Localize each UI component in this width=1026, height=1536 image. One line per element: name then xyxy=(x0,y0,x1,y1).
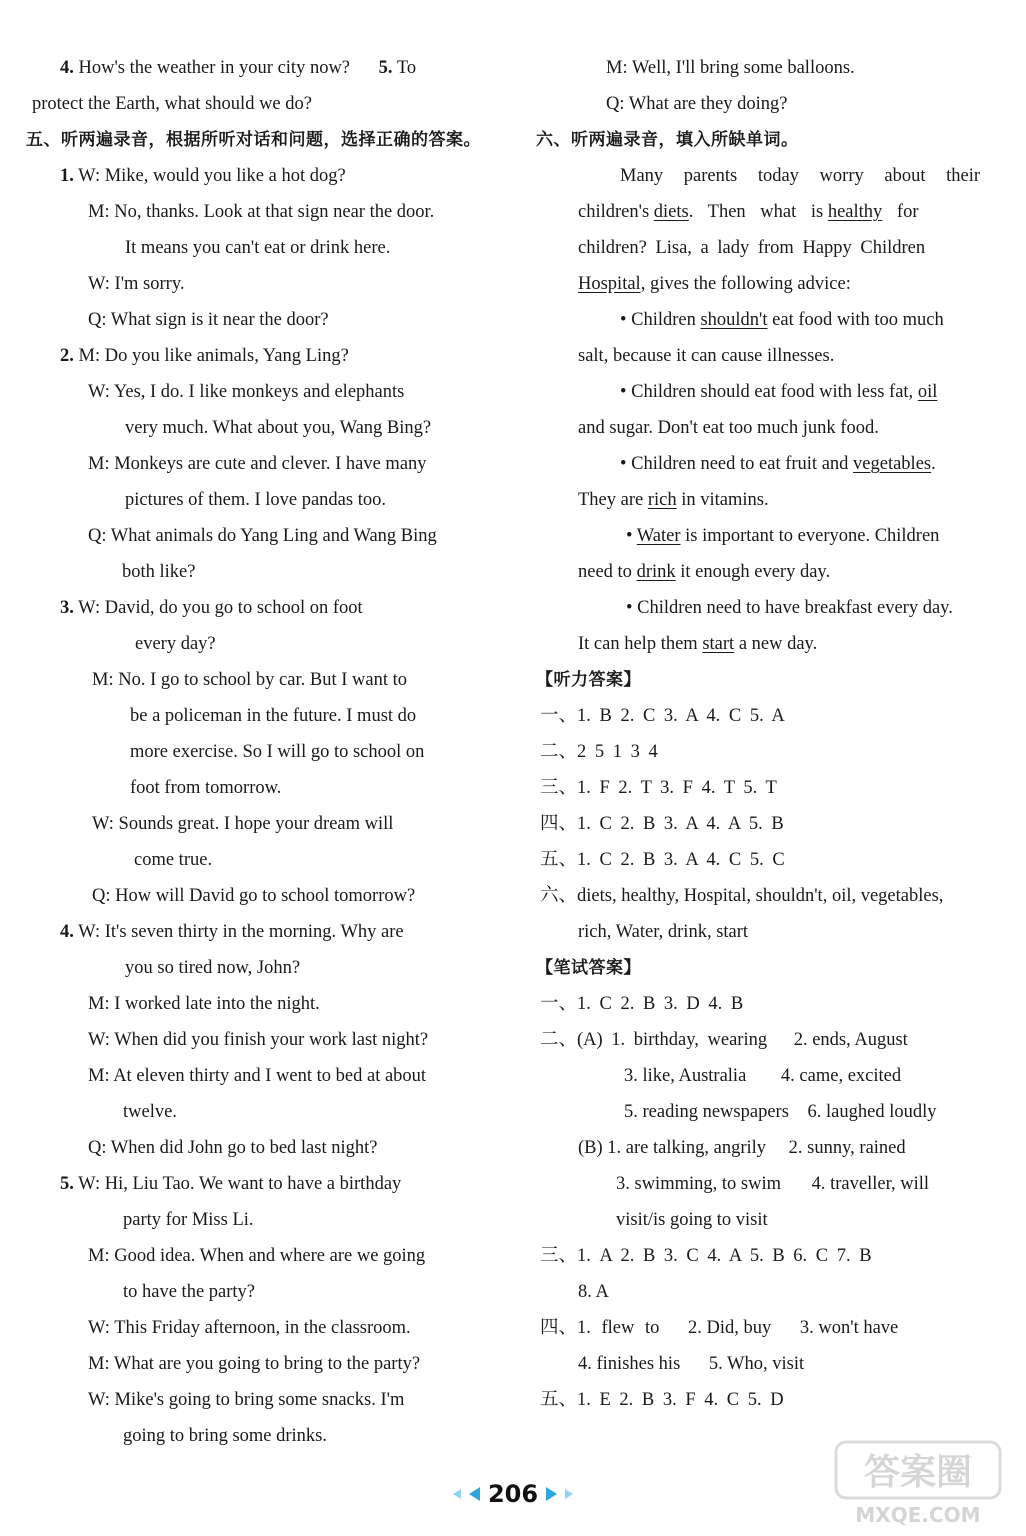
answer-text: 2. ends, August xyxy=(793,1030,908,1050)
dialogue-line: W: When did you finish your work last night? xyxy=(88,1030,429,1050)
answer-blank: rich xyxy=(647,490,677,510)
answer-blank: healthy xyxy=(827,202,883,222)
passage-text: They are xyxy=(578,490,644,510)
watermark-logo xyxy=(828,1432,1008,1532)
answer-line: 五、1. C 2. B 3. A 4. C 5. C xyxy=(540,850,785,870)
passage-text: a new day. xyxy=(738,634,818,654)
dialogue-line: It means you can't eat or drink here. xyxy=(125,238,391,258)
answer-line xyxy=(540,1346,1020,1382)
listening-answers-heading: 【听力答案】 xyxy=(536,670,641,690)
answer-blank: start xyxy=(702,634,735,654)
question-5-text-start: To xyxy=(396,58,417,78)
dialogue-line: foot from tomorrow. xyxy=(130,778,282,798)
dialogue-text: W: David, do you go to school on foot xyxy=(78,598,363,618)
dialogue-line: every day? xyxy=(135,634,216,654)
dialogue-line: W: This Friday afternoon, in the classroom. xyxy=(88,1318,411,1338)
section-5-heading: 五、听两遍录音，根据所听对话和问题，选择正确的答案。 xyxy=(26,130,481,150)
dialogue-line xyxy=(30,590,505,626)
dialogue-text: W: Hi, Liu Tao. We want to have a birthday xyxy=(78,1174,402,1194)
dialogue-line: M: No. I go to school by car. But I want to xyxy=(92,670,407,690)
answer-text: 4. traveller, will xyxy=(811,1174,930,1194)
answer-line: 三、1. A 2. B 3. C 4. A 5. B 6. C 7. B xyxy=(540,1246,872,1266)
answer-line: 8. A xyxy=(578,1282,609,1302)
answer-text: 5. Who, visit xyxy=(708,1354,805,1374)
dialogue-line: M: At eleven thirty and I went to bed at about xyxy=(88,1066,427,1086)
dialogue-line: twelve. xyxy=(123,1102,177,1122)
answer-line: visit/is going to visit xyxy=(616,1210,768,1230)
answer-blank: Hospital xyxy=(578,274,641,294)
passage-line xyxy=(540,158,1020,194)
passage-text: • Children xyxy=(620,310,696,330)
passage-text: . Then what is xyxy=(688,202,824,222)
dialogue-line: W: Mike's going to bring some snacks. I'm xyxy=(88,1390,405,1410)
answer-text: 4. came, excited xyxy=(780,1066,902,1086)
passage-text: in vitamins. xyxy=(681,490,769,510)
dialogue-line: be a policeman in the future. I must do xyxy=(130,706,417,726)
answer-line xyxy=(540,1130,1020,1166)
answer-text: 四、1. flew to xyxy=(540,1318,660,1338)
dialogue-line: W: Yes, I do. I like monkeys and elephants xyxy=(88,382,405,402)
passage-line xyxy=(540,266,1020,302)
passage-line xyxy=(540,626,1020,662)
dialogue-line: you so tired now, John? xyxy=(125,958,301,978)
answer-line: 一、1. C 2. B 3. D 4. B xyxy=(540,994,744,1014)
answer-blank: shouldn't xyxy=(700,310,768,330)
prev-arrow-icon xyxy=(469,1487,480,1501)
answer-blank: drink xyxy=(636,562,676,582)
answer-line: 五、1. E 2. B 3. F 4. C 5. D xyxy=(540,1390,784,1410)
dialogue-3 xyxy=(30,590,505,914)
passage xyxy=(540,158,1020,662)
passage-text: Many parents today worry about their xyxy=(620,166,980,186)
answer-blank: Water xyxy=(636,526,681,546)
answer-text: 2. sunny, rained xyxy=(788,1138,906,1158)
listening-answers xyxy=(540,698,1020,950)
dialogue-line xyxy=(30,338,505,374)
passage-line xyxy=(540,374,1020,410)
passage-text: eat food with too much xyxy=(772,310,944,330)
dialogue-text: W: Mike, would you like a hot dog? xyxy=(78,166,346,186)
dialogue-text: W: It's seven thirty in the morning. Why are xyxy=(78,922,404,942)
item-number: 2. xyxy=(60,346,74,366)
item-number: 1. xyxy=(60,166,74,186)
dialogue-2 xyxy=(30,338,505,590)
answer-text: 3. like, Australia xyxy=(624,1066,747,1086)
passage-text: • Children should eat food with less fat, xyxy=(620,382,914,402)
dialogue-line: very much. What about you, Wang Bing? xyxy=(125,418,432,438)
next-arrow-icon xyxy=(546,1487,557,1501)
passage-line xyxy=(540,194,1020,230)
dialogue-line: W: Sounds great. I hope your dream will xyxy=(92,814,394,834)
dialogue-line: more exercise. So I will go to school on xyxy=(130,742,425,762)
item-number-5: 5. xyxy=(378,58,393,78)
passage-text: need to xyxy=(578,562,632,582)
left-column xyxy=(26,50,505,1454)
dialogue-line: M: Monkeys are cute and clever. I have many xyxy=(88,454,427,474)
passage-line xyxy=(540,446,1020,482)
answer-text: 5. reading newspapers xyxy=(624,1102,789,1122)
passage-text: is important to everyone. Children xyxy=(685,526,940,546)
dialogue-text: M: Do you like animals, Yang Ling? xyxy=(78,346,349,366)
dialogue-line: M: What are you going to bring to the party? xyxy=(88,1354,421,1374)
item-number: 5. xyxy=(60,1174,74,1194)
written-answers xyxy=(540,986,1020,1418)
answer-line: 一、1. B 2. C 3. A 4. C 5. A xyxy=(540,706,785,726)
item-number: 4. xyxy=(60,922,74,942)
dialogue-1 xyxy=(30,158,505,338)
passage-text: It can help them xyxy=(578,634,698,654)
question-line: Q: What animals do Yang Ling and Wang Bing xyxy=(88,526,437,546)
dialogue-line: going to bring some drinks. xyxy=(123,1426,328,1446)
answer-line: 三、1. F 2. T 3. F 4. T 5. T xyxy=(540,778,777,798)
question-line: Q: When did John go to bed last night? xyxy=(88,1138,378,1158)
passage-text: it enough every day. xyxy=(680,562,831,582)
passage-line: children? Lisa, a lady from Happy Children xyxy=(578,238,926,258)
passage-line: • Children need to have breakfast every day. xyxy=(626,598,953,618)
answer-line: 四、1. C 2. B 3. A 4. A 5. B xyxy=(540,814,784,834)
prev-arrow-small-icon xyxy=(453,1489,461,1499)
dialogue-5 xyxy=(30,1166,505,1454)
passage-line: and sugar. Don't eat too much junk food. xyxy=(578,418,879,438)
answer-blank: diets xyxy=(653,202,689,222)
dialogue-line: M: Good idea. When and where are we going xyxy=(88,1246,426,1266)
dialogue-line: M: Well, I'll bring some balloons. xyxy=(606,58,855,78)
passage-line xyxy=(540,554,1020,590)
question-5-text-end: protect the Earth, what should we do? xyxy=(32,94,312,114)
answer-text: 3. won't have xyxy=(799,1318,899,1338)
answer-line xyxy=(540,1166,1020,1202)
answer-line xyxy=(540,1022,1020,1058)
answer-text: 3. swimming, to swim xyxy=(616,1174,781,1194)
item-number: 3. xyxy=(60,598,74,618)
passage-line xyxy=(540,302,1020,338)
passage-text: • xyxy=(626,526,633,546)
dialogue-line xyxy=(30,1166,505,1202)
dialogue-line: party for Miss Li. xyxy=(123,1210,254,1230)
answer-blank: vegetables xyxy=(853,454,932,474)
answer-line: 六、diets, healthy, Hospital, shouldn't, oil, vegetables, xyxy=(540,886,944,906)
right-column xyxy=(536,50,1020,1418)
section-6-heading: 六、听两遍录音，填入所缺单词。 xyxy=(536,130,799,150)
passage-line: salt, because it can cause illnesses. xyxy=(578,346,835,366)
page-number: 206 xyxy=(487,1480,539,1508)
answer-text: 4. finishes his xyxy=(578,1354,681,1374)
dialogue-4 xyxy=(30,914,505,1166)
passage-text: . xyxy=(931,454,936,474)
dialogue-line: M: No, thanks. Look at that sign near the door. xyxy=(88,202,435,222)
dialogue-line: W: I'm sorry. xyxy=(88,274,185,294)
line-question-4-5 xyxy=(30,50,505,86)
question-line: Q: What sign is it near the door? xyxy=(88,310,329,330)
question-line: Q: What are they doing? xyxy=(606,94,788,114)
passage-text: , gives the following advice: xyxy=(640,274,851,294)
dialogue-line: to have the party? xyxy=(123,1282,256,1302)
passage-text: for xyxy=(896,202,919,222)
passage-line xyxy=(540,482,1020,518)
watermark-top-text: 答案圈 xyxy=(863,1452,973,1493)
answer-text: 6. laughed loudly xyxy=(807,1102,937,1122)
passage-text: • Children need to eat fruit and xyxy=(620,454,849,474)
dialogue-line: come true. xyxy=(134,850,213,870)
passage-line xyxy=(540,518,1020,554)
answer-line: 二、2 5 1 3 4 xyxy=(540,742,658,762)
watermark-bottom-text: MXQE.COM xyxy=(855,1503,981,1527)
question-line: both like? xyxy=(122,562,196,582)
item-number-4: 4. xyxy=(60,58,74,78)
answer-text: 2. Did, buy xyxy=(688,1318,772,1338)
answer-line xyxy=(540,1058,1020,1094)
question-line: Q: How will David go to school tomorrow? xyxy=(92,886,416,906)
next-arrow-small-icon xyxy=(565,1489,573,1499)
dialogue-line: pictures of them. I love pandas too. xyxy=(125,490,386,510)
passage-text: children's xyxy=(578,202,650,222)
answer-line xyxy=(540,1310,1020,1346)
answer-text: 二、(A) 1. birthday, wearing xyxy=(540,1030,768,1050)
dialogue-line: M: I worked late into the night. xyxy=(88,994,320,1014)
answer-blank: oil xyxy=(917,382,938,402)
answer-line xyxy=(540,1094,1020,1130)
answer-line: rich, Water, drink, start xyxy=(578,922,749,942)
written-answers-heading: 【笔试答案】 xyxy=(536,958,641,978)
question-4-text: How's the weather in your city now? xyxy=(78,58,351,78)
dialogue-line xyxy=(30,158,505,194)
answer-text: (B) 1. are talking, angrily xyxy=(578,1138,767,1158)
dialogue-line xyxy=(30,914,505,950)
